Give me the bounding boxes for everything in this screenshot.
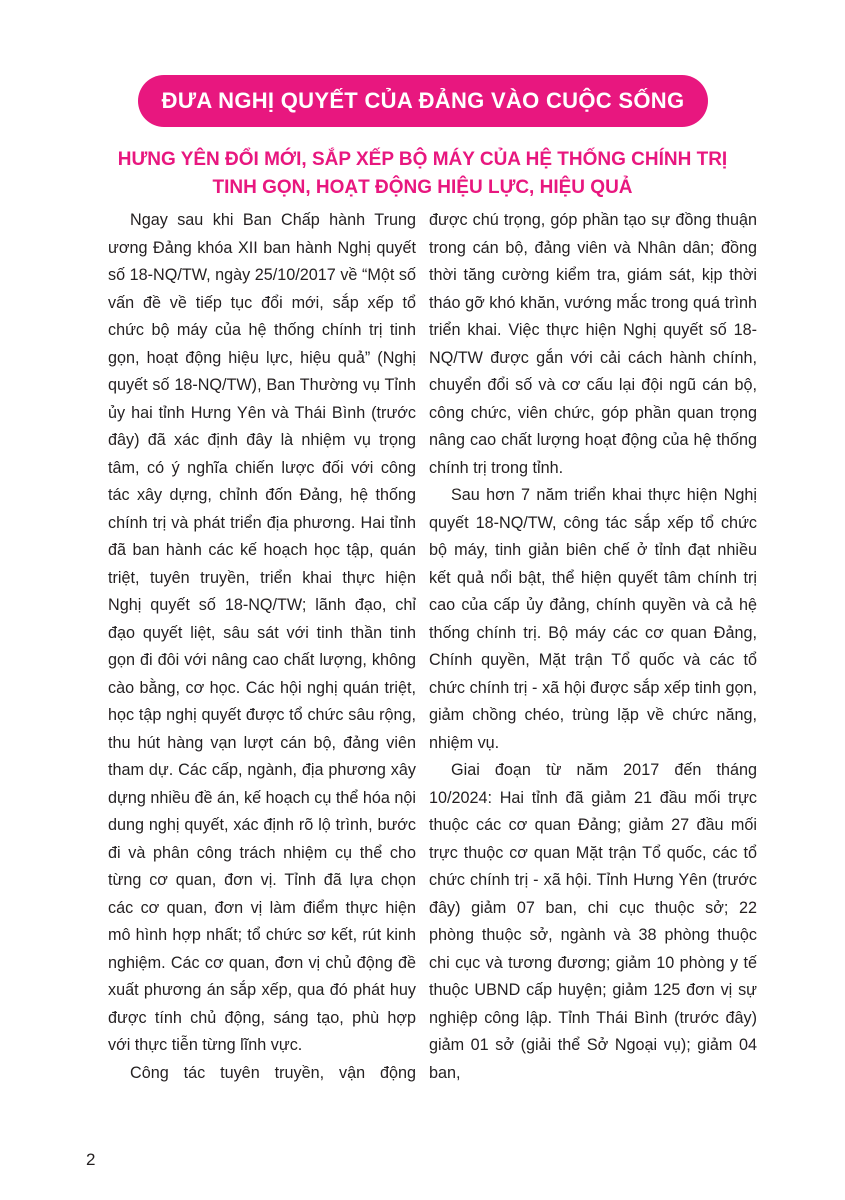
paragraph: Công tác tuyên truyền, vận động <box>130 1063 416 1082</box>
paragraph: Sau hơn 7 năm triển khai thực hiện Nghị quyết 18-NQ/TW, công tác sắp xếp tổ chức bộ máy, tinh giản biên chế ở tỉnh đạt nhiều kết quả nổi bật, thể hiện quyết tâm chính trị cao của cấp ủy đảng, chính quyền và cả hệ thống chính trị. Bộ máy các cơ quan Đảng, Chính quyền, Mặt trận Tổ quốc và các tổ chức chính trị - xã hội được sắp xếp tinh gọn, giảm chồng chéo, trùng lặp về chức năng, nhiệm vụ. <box>429 486 757 752</box>
left-column <box>108 207 416 1087</box>
article-heading-line-2: TINH GỌN, HOẠT ĐỘNG HIỆU LỰC, HIỆU QUẢ <box>212 177 633 198</box>
page-number: 2 <box>86 1150 96 1169</box>
banner-title: ĐƯA NGHỊ QUYẾT CỦA ĐẢNG VÀO CUỘC SỐNG <box>161 88 685 113</box>
paragraph: được chú trọng, góp phần tạo sự đồng thuận trong cán bộ, đảng viên và Nhân dân; đồng thời tăng cường kiểm tra, giám sát, kịp thời tháo gỡ khó khăn, vướng mắc trong quá trình triển khai. Việc thực hiện Nghị quyết số 18-NQ/TW được gắn với cải cách hành chính, chuyển đổi số và cơ cấu lại đội ngũ cán bộ, công chức, viên chức, góp phần quan trọng nâng cao chất lượng hoạt động của hệ thống chính trị trong tỉnh. <box>429 211 757 477</box>
article-heading <box>60 146 785 202</box>
paragraph: Giai đoạn từ năm 2017 đến tháng 10/2024: Hai tỉnh đã giảm 21 đầu mối trực thuộc các cơ quan Đảng; giảm 27 đầu mối trực thuộc cơ quan Mặt trận Tổ quốc, các tổ chức chính trị - xã hội. Tỉnh Hưng Yên (trước đây) giảm 07 ban, chi cục thuộc sở; 22 phòng thuộc sở, ngành và 38 phòng thuộc chi cục và tương đương; giảm 10 phòng y tế thuộc UBND cấp huyện; giảm 125 đơn vị sự nghiệp công lập. Tỉnh Thái Bình (trước đây) giảm 01 sở (giải thể Sở Ngoại vụ); giảm 04 ban, <box>429 761 757 1082</box>
right-column <box>429 207 757 1087</box>
section-banner <box>138 75 708 127</box>
article-heading-line-1: HƯNG YÊN ĐỔI MỚI, SẮP XẾP BỘ MÁY CỦA HỆ THỐNG CHÍNH TRỊ <box>117 149 728 170</box>
paragraph: Ngay sau khi Ban Chấp hành Trung ương Đảng khóa XII ban hành Nghị quyết số 18-NQ/TW, ngày 25/10/2017 về “Một số vấn đề về tiếp tục đổi mới, sắp xếp tổ chức bộ máy của hệ thống chính trị tinh gọn, hoạt động hiệu lực, hiệu quả” (Nghị quyết số 18-NQ/TW), Ban Thường vụ Tỉnh ủy hai tỉnh Hưng Yên và Thái Bình (trước đây) đã xác định đây là nhiệm vụ trọng tâm, có ý nghĩa chiến lược đối với công tác xây dựng, chỉnh đốn Đảng, hệ thống chính trị và phát triển địa phương. Hai tỉnh đã ban hành các kế hoạch học tập, quán triệt, tuyên truyền, triển khai thực hiện Nghị quyết số 18-NQ/TW; lãnh đạo, chỉ đạo quyết liệt, sâu sát với tinh thần tinh gọn đi đôi với nâng cao chất lượng, không cào bằng, cơ học. Các hội nghị quán triệt, học tập nghị quyết được tổ chức sâu rộng, thu hút hàng vạn lượt cán bộ, đảng viên tham dự. Các cấp, ngành, địa phương xây dựng nhiều đề án, kế hoạch cụ thể hóa nội dung nghị quyết, xác định rõ lộ trình, bước đi và phân công trách nhiệm cụ thể cho từng cơ quan, đơn vị. Tỉnh đã lựa chọn các cơ quan, đơn vị làm điểm thực hiện mô hình hợp nhất; tổ chức sơ kết, rút kinh nghiệm. Các cơ quan, đơn vị chủ động đề xuất phương án sắp xếp, qua đó phát huy được tính chủ động, sáng tạo, phù hợp với thực tiễn từng lĩnh vực. <box>108 211 416 1054</box>
